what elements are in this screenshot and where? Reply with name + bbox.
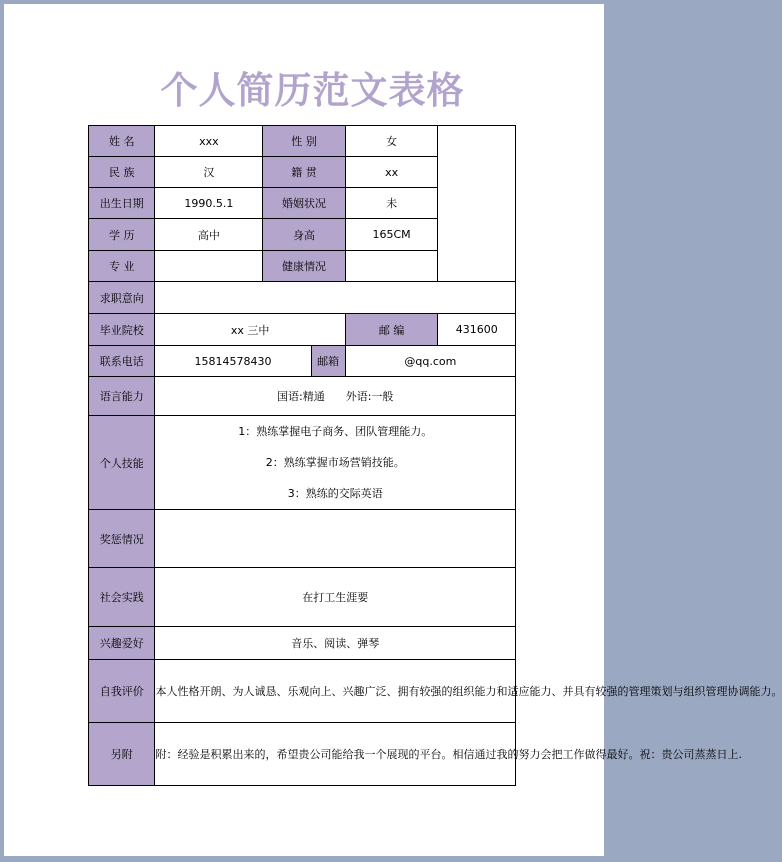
email-label: 邮箱 bbox=[311, 346, 345, 377]
practice-value: 在打工生涯要 bbox=[155, 568, 516, 627]
self-eval-label: 自我评价 bbox=[89, 660, 155, 723]
photo-cell bbox=[438, 126, 516, 282]
health-label: 健康情况 bbox=[263, 251, 346, 282]
birth-label: 出生日期 bbox=[89, 188, 155, 219]
phone-label: 联系电话 bbox=[89, 346, 155, 377]
major-value bbox=[155, 251, 263, 282]
origin-label: 籍 贯 bbox=[263, 157, 346, 188]
height-label: 身高 bbox=[263, 219, 346, 251]
resume-table bbox=[88, 125, 782, 786]
intention-label: 求职意向 bbox=[89, 282, 155, 314]
phone-value: 15814578430 bbox=[155, 346, 311, 377]
table-row bbox=[89, 377, 516, 416]
school-label: 毕业院校 bbox=[89, 314, 155, 346]
birth-value: 1990.5.1 bbox=[155, 188, 263, 219]
skill-item: 1：熟练掌握电子商务、团队管理能力。 bbox=[238, 425, 433, 438]
table-row bbox=[89, 416, 516, 510]
table-row bbox=[89, 126, 516, 157]
table-row bbox=[89, 723, 516, 786]
email-value: @qq.com bbox=[345, 346, 515, 377]
marital-value: 未 bbox=[345, 188, 438, 219]
hobby-label: 兴趣爱好 bbox=[89, 627, 155, 660]
intention-value bbox=[155, 282, 516, 314]
gender-label: 性 别 bbox=[263, 126, 346, 157]
note-label: 另附 bbox=[89, 723, 155, 786]
origin-value: xx bbox=[345, 157, 438, 188]
skill-item: 3：熟练的交际英语 bbox=[287, 487, 383, 500]
self-eval-value: 本人性格开朗、为人诚恳、乐观向上、兴趣广泛、拥有较强的组织能力和适应能力、并具有较强的管理策划与组织管理协调能力。 bbox=[155, 660, 516, 723]
height-value: 165CM bbox=[345, 219, 438, 251]
school-value: xx 三中 bbox=[155, 314, 345, 346]
hobby-value: 音乐、阅读、弹琴 bbox=[155, 627, 516, 660]
education-label: 学 历 bbox=[89, 219, 155, 251]
awards-label: 奖惩情况 bbox=[89, 510, 155, 568]
gender-value: 女 bbox=[345, 126, 438, 157]
table-row bbox=[89, 568, 516, 627]
name-label: 姓 名 bbox=[89, 126, 155, 157]
education-value: 高中 bbox=[155, 219, 263, 251]
table-row bbox=[89, 660, 516, 723]
marital-label: 婚姻状况 bbox=[263, 188, 346, 219]
ethnicity-value: 汉 bbox=[155, 157, 263, 188]
ethnicity-label: 民 族 bbox=[89, 157, 155, 188]
table-row bbox=[89, 627, 516, 660]
skill-item: 2：熟练掌握市场营销技能。 bbox=[265, 456, 405, 469]
language-label: 语言能力 bbox=[89, 377, 155, 416]
skills-label: 个人技能 bbox=[89, 416, 155, 510]
practice-label: 社会实践 bbox=[89, 568, 155, 627]
note-value: 附：经验是积累出来的，希望贵公司能给我一个展现的平台。相信通过我的努力会把工作做得最好。祝：贵公司蒸蒸日上. bbox=[155, 723, 516, 786]
name-value: xxx bbox=[155, 126, 263, 157]
table-row bbox=[89, 282, 516, 314]
table-row bbox=[89, 314, 516, 346]
skills-cell bbox=[155, 416, 516, 510]
table-row bbox=[89, 346, 516, 377]
page-title: 个人简历范文表格 bbox=[160, 69, 465, 112]
document-page bbox=[4, 4, 782, 856]
major-label: 专 业 bbox=[89, 251, 155, 282]
health-value bbox=[345, 251, 438, 282]
postcode-value: 431600 bbox=[438, 314, 516, 346]
language-value: 国语:精通 外语:一般 bbox=[155, 377, 516, 416]
postcode-label: 邮 编 bbox=[345, 314, 438, 346]
table-row bbox=[89, 510, 516, 568]
awards-value bbox=[155, 510, 516, 568]
